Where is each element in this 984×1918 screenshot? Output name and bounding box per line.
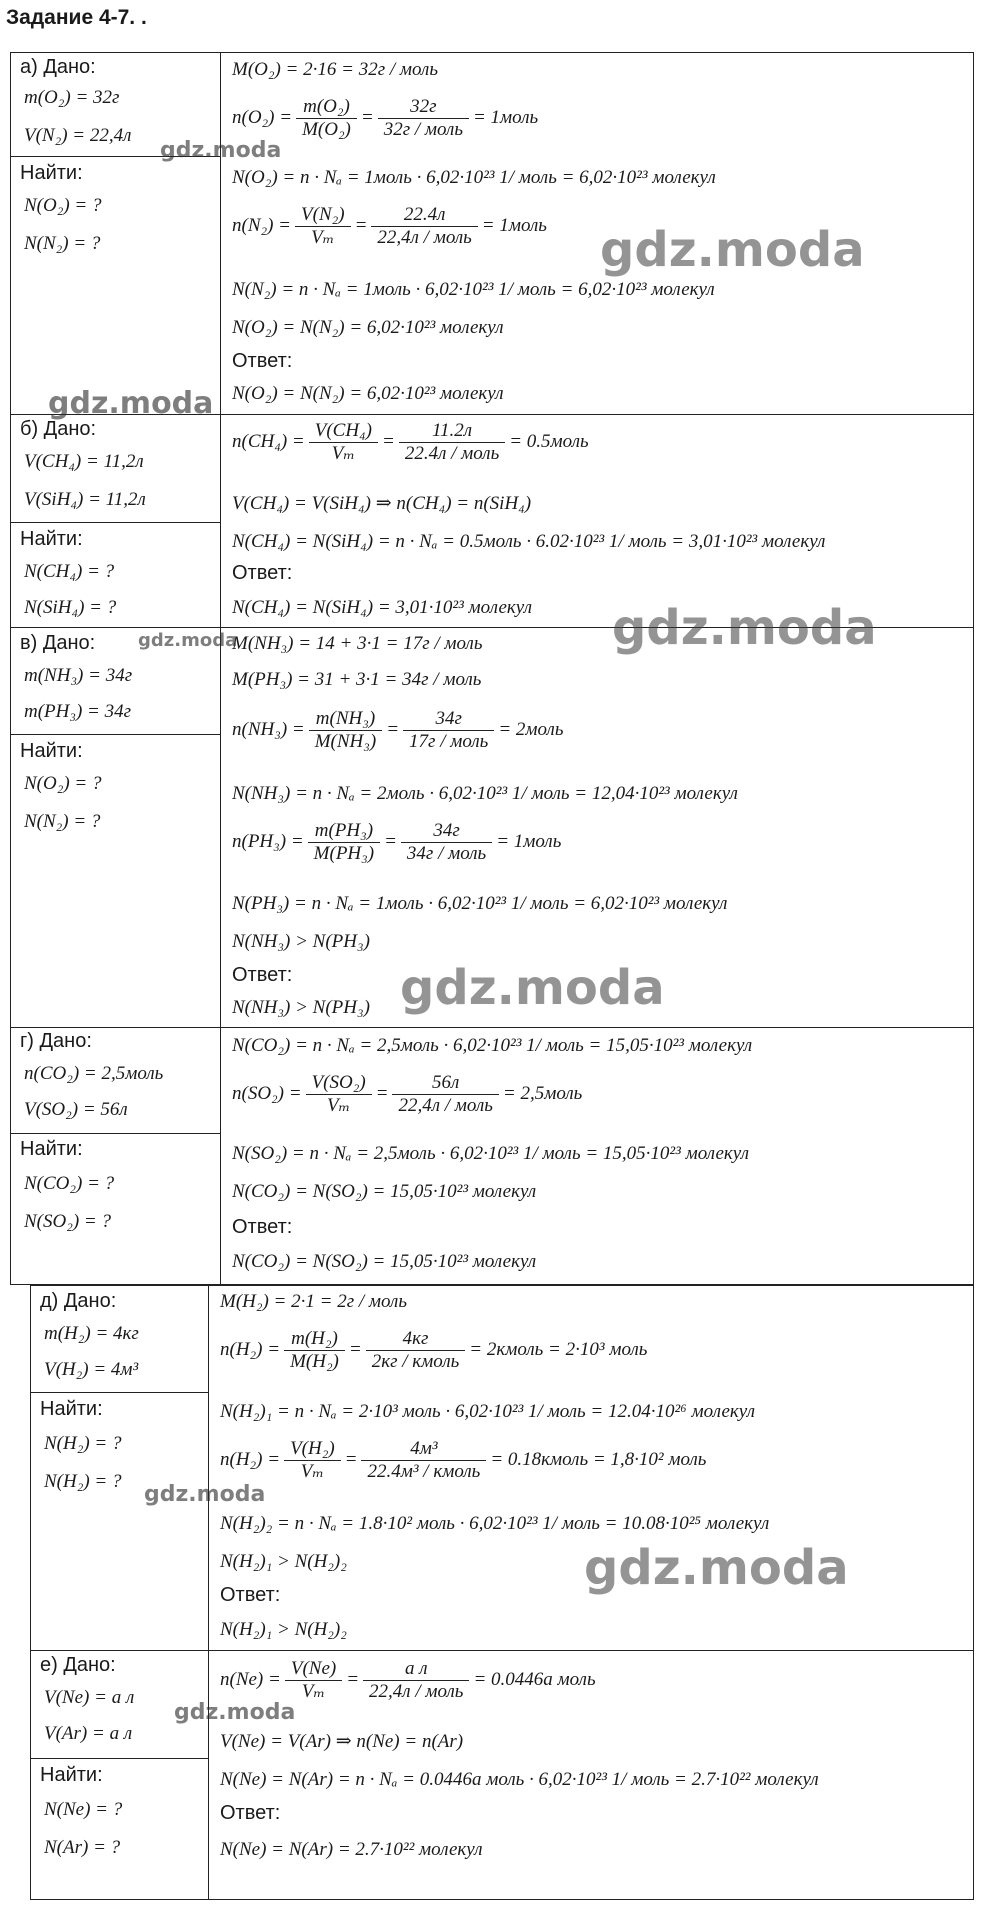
answer-line: N(CO₂) = N(SO₂) = 15,05·10²³ молекул (232, 1251, 537, 1272)
given-item: m(O₂) = 32г (24, 87, 120, 108)
given-label: д) Дано: (40, 1290, 117, 1312)
watermark: gdz.moda (584, 1540, 849, 1596)
watermark: gdz.moda (174, 1700, 296, 1725)
solution-line: N(SO₂) = n · Nₐ = 2,5моль · 6,02·10²³ 1/ моль = 15,05·10²³ молекул (232, 1143, 750, 1164)
solution-line: V(CH₄) = V(SiH₄) ⇒ n(CH₄) = n(SiH₄) (232, 493, 532, 514)
find-item: N(Ar) = ? (44, 1837, 121, 1858)
answer-label: Ответ: (232, 562, 293, 584)
find-item: N(H₂) = ? (44, 1433, 122, 1454)
watermark: gdz.moda (48, 386, 214, 421)
given-item: V(Ar) = a л (44, 1723, 133, 1744)
answer-line: N(CH₄) = N(SiH₄) = 3,01·10²³ молекул (232, 597, 532, 618)
find-item: N(N₂) = ? (24, 233, 101, 254)
solution-line: n(CH₄) = $\frac{\text{V(CH₄)}}{\text{Vₘ}}$ = $\frac{11.2л}{\text{22.4л / моль}}$ = 0.5моль (232, 420, 589, 464)
answer-label: Ответ: (232, 1216, 293, 1238)
given-item: V(SO₂) = 56л (24, 1099, 128, 1120)
watermark: gdz.moda (400, 960, 665, 1016)
solution-line: N(CO₂) = N(SO₂) = 15,05·10²³ молекул (232, 1181, 537, 1202)
solution-line: N(N₂) = n · Nₐ = 1моль · 6,02·10²³ 1/ моль = 6,02·10²³ молекул (232, 279, 715, 300)
given-label: е) Дано: (40, 1654, 116, 1676)
solution-line: n(Ne) = $\frac{V(Ne)}{\text{Vₘ}}$ = $\frac{\text{a л}}{\text{22,4л / моль}}$ = 0.0446a моль (220, 1658, 596, 1702)
solution-line: N(NH₃) > N(PH₃) (232, 931, 370, 952)
find-label: Найти: (20, 740, 83, 762)
find-item: N(Ne) = ? (44, 1799, 123, 1820)
given-item: m(H₂) = 4кг (44, 1323, 139, 1344)
answer-label: Ответ: (232, 964, 293, 986)
solution-line: n(SO₂) = $\frac{\text{V(SO₂)}}{\text{Vₘ}}$ = $\frac{56л}{\text{22,4л / моль}}$ = 2,5моль (232, 1072, 583, 1116)
solution-line: N(H₂)₁ = n · Nₐ = 2·10³ моль · 6,02·10²³ 1/ моль = 12.04·10²⁶ молекул (220, 1401, 755, 1422)
answer-label: Ответ: (220, 1802, 281, 1824)
given-item: V(Ne) = a л (44, 1687, 135, 1708)
solution-line: n(H₂) = $\frac{\text{V(H₂)}}{\text{Vₘ}}$ = $\frac{\text{4м³}}{\text{22.4м³ / кмоль}}$ = 0.18кмоль = 1,8·10² моль (220, 1438, 707, 1482)
find-item: N(CH₄) = ? (24, 561, 115, 582)
page-title: Задание 4-7. . (6, 6, 147, 29)
find-label: Найти: (40, 1398, 103, 1420)
watermark: gdz.moda (612, 600, 877, 656)
find-item: N(N₂) = ? (24, 811, 101, 832)
solution-line: n(N₂) = $\frac{\text{V(N₂)}}{\text{Vₘ}}$ = $\frac{22.4л}{\text{22,4л / моль}}$ = 1моль (232, 204, 547, 248)
find-label: Найти: (20, 1138, 83, 1160)
given-item: V(H₂) = 4м³ (44, 1359, 139, 1380)
find-item: N(O₂) = ? (24, 195, 102, 216)
solution-line: M(NH₃) = 14 + 3·1 = 17г / моль (232, 633, 483, 654)
solution-line: M(O₂) = 2·16 = 32г / моль (232, 59, 438, 80)
watermark: gdz.moda (144, 1482, 266, 1507)
solution-line: n(NH₃) = $\frac{\text{m(NH₃)}}{\text{M(NH₃)}}$ = $\frac{34г}{\text{17г / моль}}$ = 2моль (232, 708, 564, 752)
given-item: V(CH₄) = 11,2л (24, 451, 144, 472)
find-label: Найти: (20, 528, 83, 550)
given-label: в) Дано: (20, 632, 96, 654)
solution-line: N(H₂)₂ = n · Nₐ = 1.8·10² моль · 6,02·10²³ 1/ моль = 10.08·10²⁵ молекул (220, 1513, 770, 1534)
solution-line: N(Ne) = N(Ar) = n · Nₐ = 0.0446a моль · 6,02·10²³ 1/ моль = 2.7·10²² молекул (220, 1769, 819, 1790)
answer-line: N(Ne) = N(Ar) = 2.7·10²² молекул (220, 1839, 483, 1860)
solution-line: N(NH₃) = n · Nₐ = 2моль · 6,02·10²³ 1/ моль = 12,04·10²³ молекул (232, 783, 738, 804)
watermark: gdz.moda (160, 138, 282, 163)
find-item: N(SO₂) = ? (24, 1211, 111, 1232)
solution-line: n(H₂) = $\frac{\text{m(H₂)}}{\text{M(H₂)}}$ = $\frac{4кг}{\text{2кг / кмоль}}$ = 2кмоль = 2·10³ моль (220, 1328, 648, 1372)
given-label: а) Дано: (20, 56, 96, 78)
given-item: V(SiH₄) = 11,2л (24, 489, 146, 510)
watermark: gdz.moda (138, 630, 238, 651)
given-label: г) Дано: (20, 1030, 92, 1052)
solution-line: N(O₂) = n · Nₐ = 1моль · 6,02·10²³ 1/ моль = 6,02·10²³ молекул (232, 167, 716, 188)
solution-line: n(O₂) = $\frac{\text{m(O₂)}}{\text{M(O₂)}}$ = $\frac{32г}{\text{32г / моль}}$ = 1моль (232, 96, 539, 140)
given-label: б) Дано: (20, 418, 97, 440)
solution-line: M(PH₃) = 31 + 3·1 = 34г / моль (232, 669, 482, 690)
solution-line: N(H₂)₁ > N(H₂)₂ (220, 1551, 347, 1572)
find-label: Найти: (20, 162, 83, 184)
solution-line: N(CO₂) = n · Nₐ = 2,5моль · 6,02·10²³ 1/ моль = 15,05·10²³ молекул (232, 1035, 753, 1056)
answer-label: Ответ: (220, 1584, 281, 1606)
find-item: N(CO₂) = ? (24, 1173, 115, 1194)
solution-line: n(PH₃) = $\frac{\text{m(PH₃)}}{\text{M(PH₃)}}$ = $\frac{34г}{\text{34г / моль}}$ = 1моль (232, 820, 562, 864)
solution-line: V(Ne) = V(Ar) ⇒ n(Ne) = n(Ar) (220, 1731, 464, 1752)
given-item: n(CO₂) = 2,5моль (24, 1063, 164, 1084)
find-item: N(SiH₄) = ? (24, 597, 117, 618)
answer-line: N(H₂)₁ > N(H₂)₂ (220, 1619, 347, 1640)
given-item: m(NH₃) = 34г (24, 665, 133, 686)
solution-line: N(PH₃) = n · Nₐ = 1моль · 6,02·10²³ 1/ моль = 6,02·10²³ молекул (232, 893, 728, 914)
watermark: gdz.moda (600, 222, 865, 278)
answer-label: Ответ: (232, 350, 293, 372)
find-item: N(O₂) = ? (24, 773, 102, 794)
find-label: Найти: (40, 1764, 103, 1786)
given-item: V(N₂) = 22,4л (24, 125, 132, 146)
given-item: m(PH₃) = 34г (24, 701, 132, 722)
find-item: N(H₂) = ? (44, 1471, 122, 1492)
solution-line: M(H₂) = 2·1 = 2г / моль (220, 1291, 407, 1312)
answer-line: N(NH₃) > N(PH₃) (232, 997, 370, 1018)
answer-line: N(O₂) = N(N₂) = 6,02·10²³ молекул (232, 383, 504, 404)
solution-line: N(O₂) = N(N₂) = 6,02·10²³ молекул (232, 317, 504, 338)
solution-line: N(CH₄) = N(SiH₄) = n · Nₐ = 0.5моль · 6.02·10²³ 1/ моль = 3,01·10²³ молекул (232, 531, 826, 552)
